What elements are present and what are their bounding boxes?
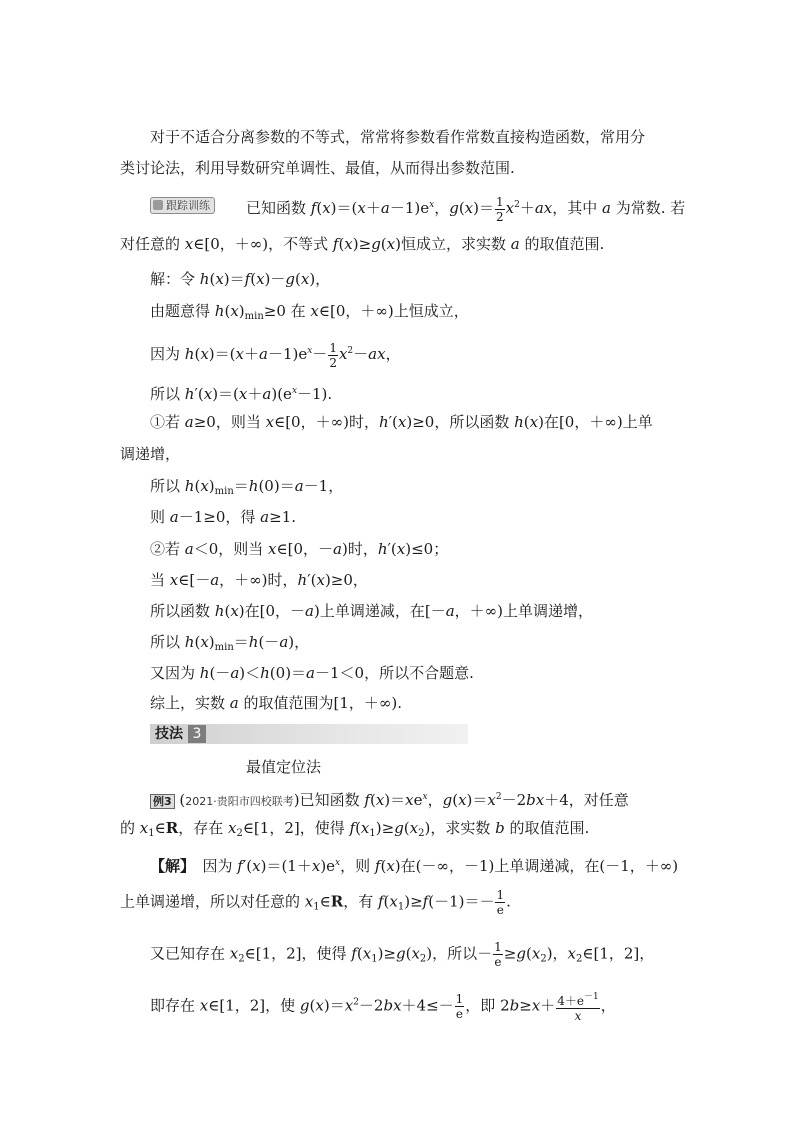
problem-line-2: 对任意的 x∈[0，＋∞)，不等式 f(x)≥g(x)恒成立，求实数 a 的取值范围.: [120, 235, 605, 253]
section-number: 3: [188, 725, 206, 743]
answer-line-2: 上单调递增，所以对任意的 $x_1\in R$，有 $f(x_1)\ge f(-1)=-$ $\frac{1}{e}$ .: [120, 888, 511, 917]
tracking-exercise-tag: [150, 197, 215, 214]
solution-line-3: 因为 $h(x)=(x+a-1)e^x-$ $\frac{1}{2}$ $x^2-ax$，: [150, 340, 401, 370]
solution-line-14: 综上，实数 a 的取值范围为[1，＋∞).: [150, 694, 403, 712]
example-line-1: 例3 (2021·贵阳市四校联考)已知函数 $f(x)=xe^x$，$g(x)=x^2-2bx+4$，对任意: [150, 786, 629, 813]
section-header-bar: [150, 724, 468, 744]
answer-line-3: 又已知存在 $x_2\in[1$，2]，使得 $f(x_1)\ge g(x_2)$，所以－ $\frac{1}{e}$ $\ge g(x_2)$，$x_2\in[1$，2]，: [150, 940, 655, 969]
solution-line-12: 所以 $h(x)_{min}=h(-a)$，: [150, 633, 310, 653]
solution-line-1: 解：令 h(x)＝f(x)－g(x)，: [150, 270, 331, 288]
answer-line-4: 即存在 x∈[1，2]，使 $g(x)=x^2-2bx+4\le-$ $\frac{1}{e}$ ，即 2b≥x＋ $\frac{4+e^{-1}}{x}$ ，: [150, 992, 616, 1023]
solution-line-7: 所以 $h(x)_{min}=h(0)=a-1$，: [150, 477, 344, 497]
solution-line-2: 由题意得 $h(x)_{min}\ge 0$ 在 x∈[0，＋∞)上恒成立，: [150, 302, 469, 322]
solution-line-9: ②若 a＜0，则当 x∈[0，－a)时，h′(x)≤0；: [150, 540, 449, 558]
tracking-exercise-label: 跟踪训练: [166, 199, 210, 212]
solution-line-10: 当 x∈[－a，＋∞)时，h′(x)≥0，: [150, 571, 368, 589]
pencil-icon: [153, 200, 163, 210]
solution-line-6: 调递增，: [120, 445, 181, 463]
intro-line-1: 对于不适合分离参数的不等式，常常将参数看作常数直接构造函数，常用分: [150, 128, 646, 146]
answer-line-1: 【解】 因为 $f'(x)=(1+x)e^x$，则 f(x)在(－∞，－1)上单调递减，在(－1，＋∞): [150, 857, 679, 875]
solution-line-11: 所以函数 h(x)在[0，－a)上单调递减，在[－a，＋∞)上单调递增，: [150, 602, 594, 620]
solution-line-8: 则 a－1≥0，得 a≥1.: [150, 508, 297, 526]
solution-line-13: 又因为 h(－a)＜h(0)＝a－1＜0，所以不合题意.: [150, 664, 474, 682]
section-title: 最值定位法: [246, 758, 322, 776]
section-label: 技法: [155, 726, 183, 742]
solution-line-4: 所以 $h'(x)=(x+a)(e^x-1)$.: [150, 385, 333, 403]
problem-line-1: 已知函数 $f(x)=(x+a-1)e^x$，g(x)＝ $\frac{1}{2}$ $x^2+ax$，其中 a 为常数. 若: [246, 194, 686, 224]
example-tag: 例3: [150, 794, 175, 809]
solution-line-5: ①若 a≥0，则当 x∈[0，＋∞)时，h′(x)≥0，所以函数 h(x)在[0，＋∞)上单: [150, 413, 653, 431]
example-source: 2021·贵阳市四校联考: [185, 795, 294, 808]
intro-line-2: 类讨论法，利用导数研究单调性、最值，从而得出参数范围.: [120, 159, 515, 177]
example-line-2: 的 $x_1\in R$，存在 $x_2\in[1$，2]，使得 $f(x_1)\ge g(x_2)$，求实数 b 的取值范围.: [120, 819, 590, 839]
